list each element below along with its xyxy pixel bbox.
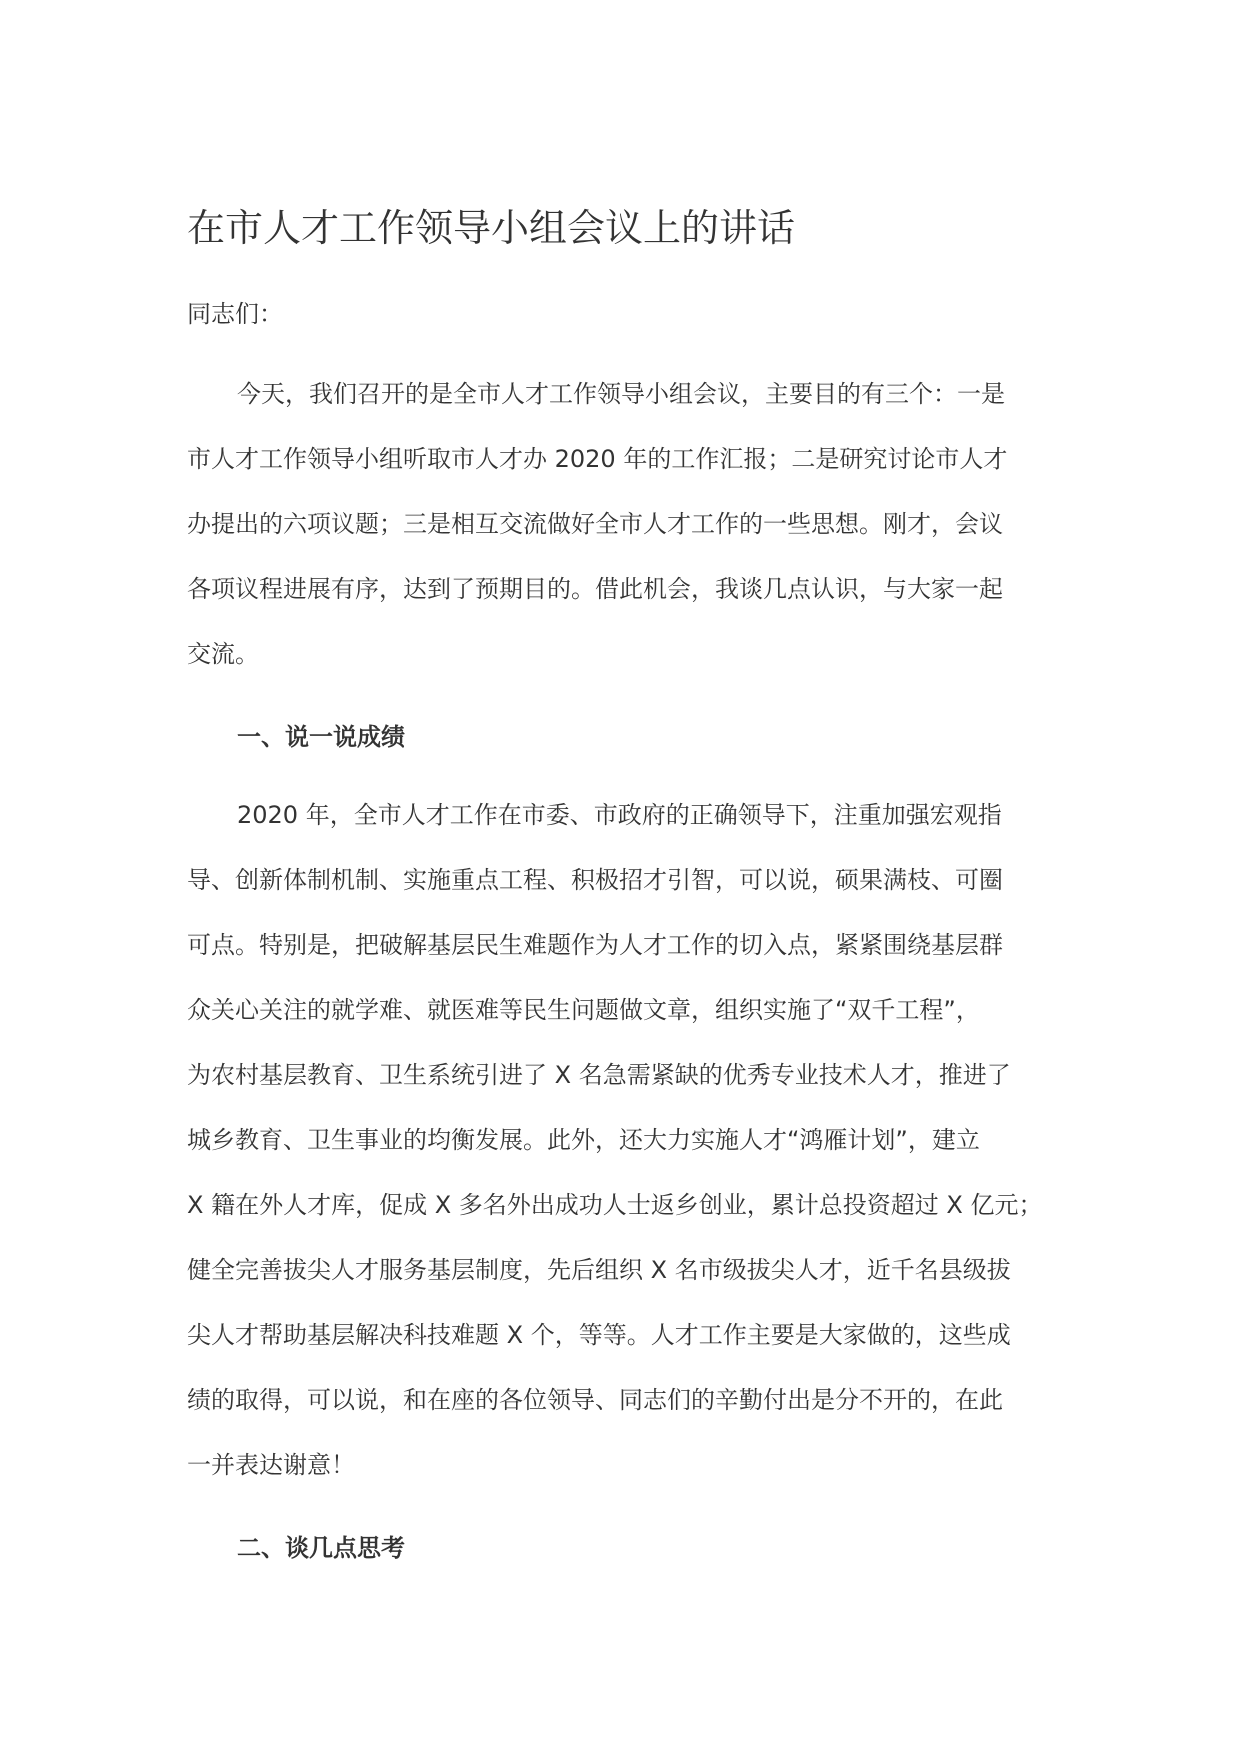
section-heading-1: 一、说一说成绩 (237, 723, 405, 751)
paragraph-line: 各项议程进展有序，达到了预期目的。借此机会，我谈几点认识，与大家一起 (187, 575, 1003, 603)
section-heading-2: 二、谈几点思考 (237, 1534, 405, 1562)
paragraph-line: 一并表达谢意！ (187, 1451, 355, 1479)
paragraph-line: 今天，我们召开的是全市人才工作领导小组会议，主要目的有三个：一是 (237, 380, 1005, 408)
paragraph-line: 众关心关注的就学难、就医难等民生问题做文章，组织实施了“双千工程”， (187, 996, 980, 1024)
paragraph-line: 2020 年，全市人才工作在市委、市政府的正确领导下，注重加强宏观指 (237, 801, 1002, 829)
paragraph-intro (187, 362, 1057, 687)
paragraph-line: 绩的取得，可以说，和在座的各位领导、同志们的辛勤付出是分不开的，在此 (187, 1386, 1003, 1414)
paragraph-line: 市人才工作领导小组听取市人才办 2020 年的工作汇报；二是研究讨论市人才 (187, 445, 1008, 473)
paragraph-achievements (187, 783, 1057, 1498)
paragraph-line: 可点。特别是，把破解基层民生难题作为人才工作的切入点，紧紧围绕基层群 (187, 931, 1003, 959)
paragraph-line: 健全完善拔尖人才服务基层制度，先后组织 X 名市级拔尖人才，近千名县级拔 (187, 1256, 1011, 1284)
salutation: 同志们： (187, 300, 283, 328)
paragraph-line: 尖人才帮助基层解决科技难题 X 个，等等。人才工作主要是大家做的，这些成 (187, 1321, 1011, 1349)
paragraph-line: 交流。 (187, 640, 259, 668)
document-title: 在市人才工作领导小组会议上的讲话 (187, 206, 796, 250)
paragraph-line: 城乡教育、卫生事业的均衡发展。此外，还大力实施人才“鸿雁计划”，建立 (187, 1126, 980, 1154)
paragraph-line: 办提出的六项议题；三是相互交流做好全市人才工作的一些思想。刚才，会议 (187, 510, 1003, 538)
paragraph-line: X 籍在外人才库，促成 X 多名外出成功人士返乡创业，累计总投资超过 X 亿元； (187, 1191, 1043, 1219)
paragraph-line: 为农村基层教育、卫生系统引进了 X 名急需紧缺的优秀专业技术人才，推进了 (187, 1061, 1011, 1089)
paragraph-line: 导、创新体制机制、实施重点工程、积极招才引智，可以说，硕果满枝、可圈 (187, 866, 1003, 894)
